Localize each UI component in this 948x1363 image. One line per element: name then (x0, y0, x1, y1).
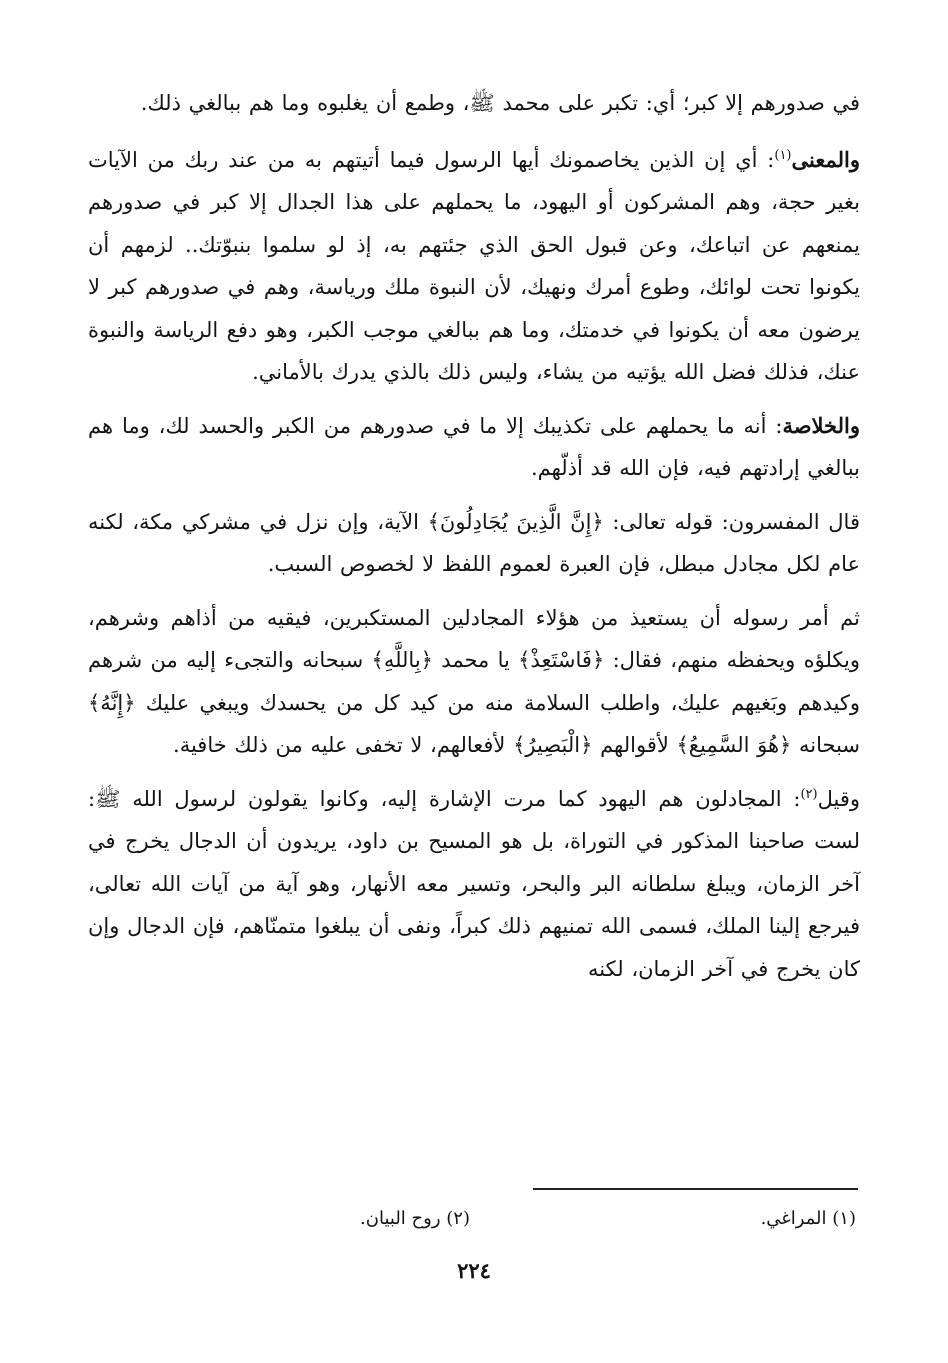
page-number: ٢٢٤ (457, 1258, 491, 1283)
paragraph-it-was-said (88, 778, 860, 991)
paragraph-1 (88, 82, 860, 125)
paragraph-commentators (88, 501, 860, 586)
paragraph-summary-text: : أنه ما يحملهم على تكذيبك إلا ما في صدورهم من الكبر والحسد لك، وما هم ببالغي إرادتهم فيه، فإن الله قد أذلّهم. (88, 413, 860, 480)
paragraph-commentators-text: قال المفسرون: قوله تعالى: ﴿إِنَّ الَّذِينَ يُجَادِلُونَ﴾ الآية، وإن نزل في مشركي مكة، لكنه عام لكل مجادل مبطل، فإن العبرة لعموم اللفظ لا لخصوص السبب. (88, 509, 860, 576)
paragraph-meaning (88, 139, 860, 394)
footnote-1-mark: (١) (832, 1208, 856, 1229)
footnote-divider (533, 1188, 858, 1190)
footnote-2-mark: (٢) (446, 1208, 470, 1229)
main-text (88, 82, 860, 1001)
footnote-ref-2: (٢) (800, 786, 818, 802)
footnote-2 (360, 1206, 470, 1232)
paragraph-1-text: في صدورهم إلا كبر؛ أي: تكبر على محمد ﷺ، وطمع أن يغلبوه وما هم ببالغي ذلك. (140, 91, 860, 115)
paragraph-summary (88, 405, 860, 490)
paragraph-summary-lead: والخلاصة (782, 412, 860, 438)
footnote-1-source: المراغي. (760, 1208, 827, 1229)
footnote-1 (761, 1206, 856, 1232)
paragraph-seek-refuge-text: ثم أمر رسوله أن يستعيذ من هؤلاء المجادلين المستكبرين، فيقيه من أذاهم وشرهم، ويكلؤه ويحفظه منهم، فقال: ﴿فَاسْتَعِذْ﴾ يا محمد ﴿بِاللَّهِ﴾ سبحانه والتجىء إليه من شرهم وكيدهم وبَغيهم عليك، واطلب السلامة منه من كيد كل من يحسدك ويبغي عليك ﴿إِنَّهُ﴾ سبحانه ﴿هُوَ السَّمِيعُ﴾ لأقوالهم ﴿الْبَصِيرُ﴾ لأفعالهم، لا تخفى عليه من ذلك خافية. (88, 605, 860, 757)
paragraph-it-was-said-text: : المجادلون هم اليهود كما مرت الإشارة إليه، وكانوا يقولون لرسول الله ﷺ: لست صاحبنا المذكور في التوراة، بل هو المسيح بن داود، يريدون أن الدجال يخرج في آخر الزمان، ويبلغ سلطانه البر والبحر، وتسير معه الأنهار، وهو آية من آيات الله تعالى، فيرجع إلينا الملك، فسمى الله تمنيهم ذلك كبراً، ونفى أن يبلغوا متمنّاهم، فإن الدجال وإن كان يخرج في آخر الزمان، لكنه (88, 786, 860, 981)
paragraph-seek-refuge (88, 597, 860, 767)
paragraph-meaning-lead: والمعنى (791, 146, 860, 172)
paragraph-meaning-text: : أي إن الذين يخاصمونك أيها الرسول فيما أتيتهم به من عند ربك من الآيات بغير حجة، وهم المشركون أو اليهود، ما يحملهم على هذا الجدال إلا كبر في صدورهم يمنعهم عن اتباعك، وعن قبول الحق الذي جئتهم به، إذ لو سلموا بنبوّتك.. لزمهم أن يكونوا تحت لوائك، وطوع أمرك ونهيك، لأن النبوة ملك ورياسة، وهم في صدورهم كبر لا يرضون معه أن يكونوا في خدمتك، وما هم ببالغي موجب الكبر، وهو دفع الرياسة والنبوة عنك، فذلك فضل الله يؤتيه من يشاء، وليس ذلك بالذي يدرك بالأماني. (88, 147, 860, 384)
footnote-2-source: روح البيان. (360, 1208, 441, 1229)
paragraph-it-was-said-lead: وقيل (817, 786, 860, 811)
footnote-ref-1: (١) (774, 147, 792, 163)
